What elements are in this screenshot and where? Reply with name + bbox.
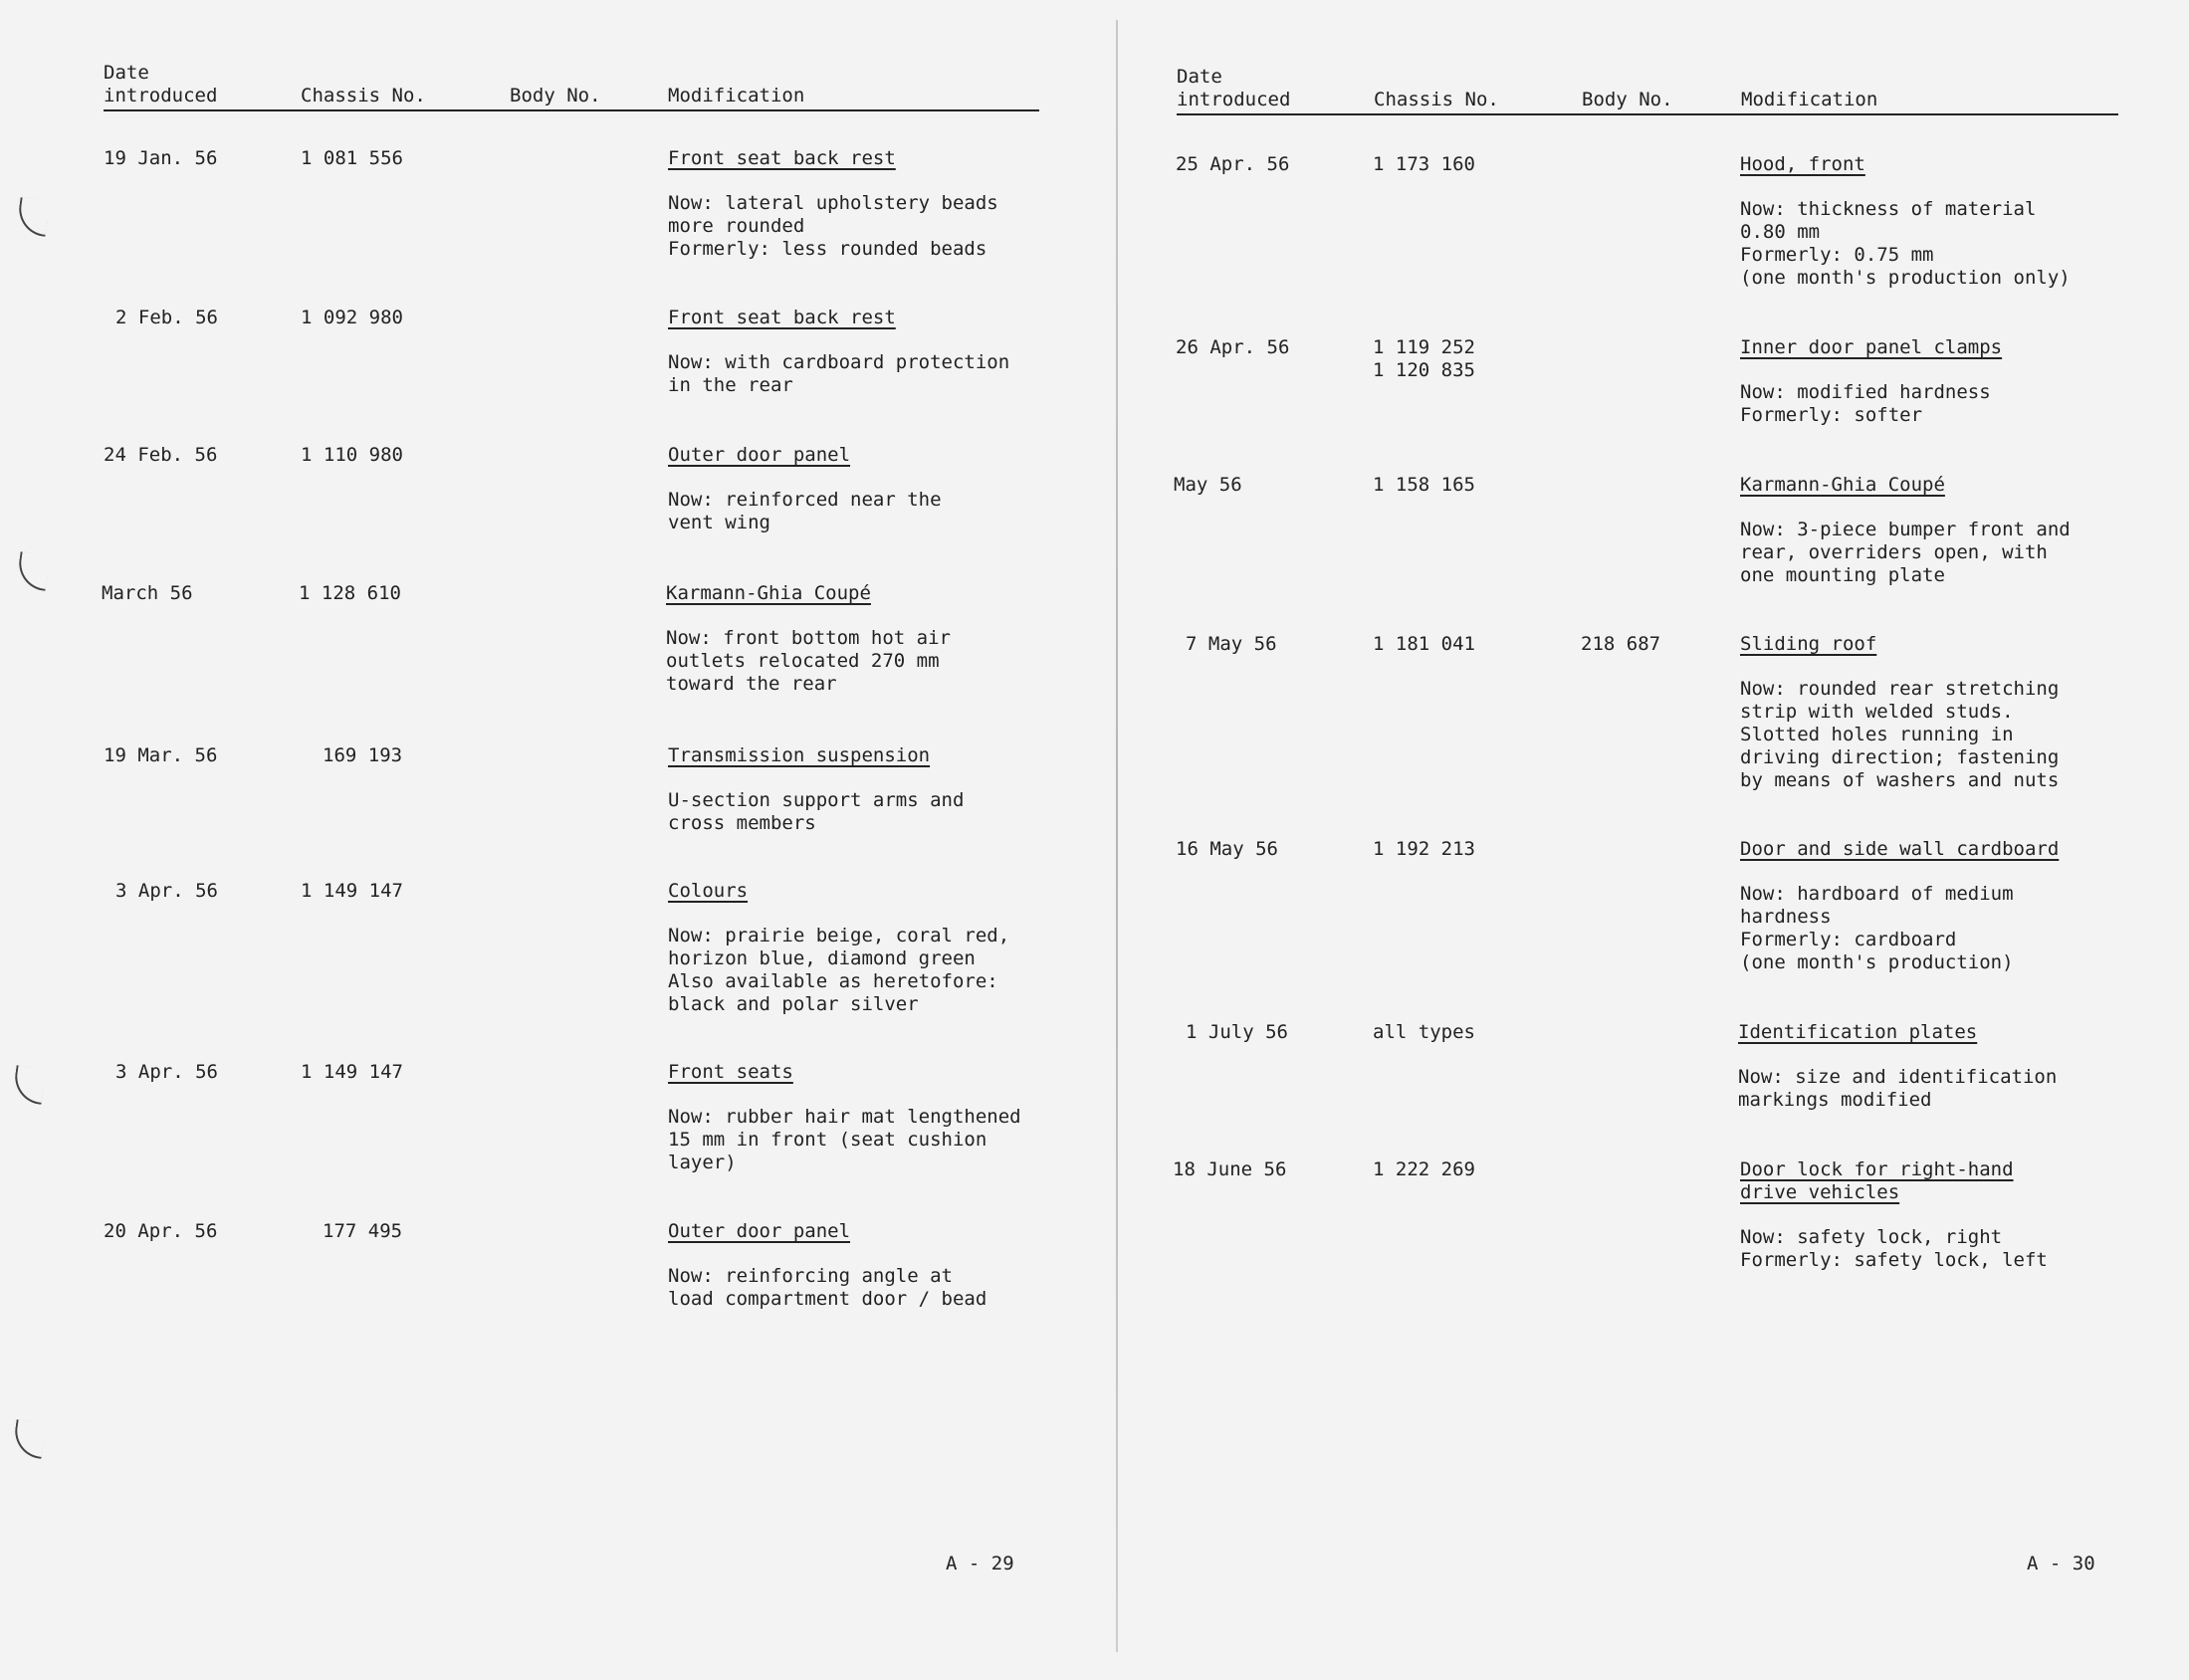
row-modification xyxy=(1740,336,2158,427)
modification-note: Now: rubber hair mat lengthened 15 mm in front (seat cushion layer) xyxy=(668,1106,1021,1173)
row-modification xyxy=(1740,474,2158,587)
row-date: March 56 xyxy=(102,582,193,604)
row-chassis: 169 193 xyxy=(323,744,403,766)
modification-note: Now: modified hardness Formerly: softer xyxy=(1740,381,1991,426)
modification-title: Front seats xyxy=(668,1061,793,1083)
header-rule xyxy=(104,109,1039,111)
modification-note: Now: reinforced near the vent wing xyxy=(668,489,942,533)
row-chassis: 1 092 980 xyxy=(301,307,403,328)
row-modification xyxy=(1740,633,2158,792)
page-gutter xyxy=(1116,20,1118,1652)
row-date: 19 Mar. 56 xyxy=(104,744,218,766)
modification-note: Now: front bottom hot air outlets relocated 270 mm toward the rear xyxy=(666,627,951,695)
row-date: 16 May 56 xyxy=(1176,838,1278,860)
modification-title: Outer door panel xyxy=(668,1220,851,1242)
header-rule xyxy=(1177,113,2118,115)
modification-title: Front seat back rest xyxy=(668,307,896,328)
row-modification xyxy=(668,1061,1086,1174)
row-date: 26 Apr. 56 xyxy=(1176,336,1290,358)
modification-title: Colours xyxy=(668,880,749,902)
row-date: 19 Jan. 56 xyxy=(104,147,218,169)
row-date: May 56 xyxy=(1174,474,1242,496)
row-modification xyxy=(1740,153,2158,290)
row-modification xyxy=(1740,838,2158,974)
row-chassis: 1 119 252 1 120 835 xyxy=(1373,336,1475,381)
modification-note: Now: hardboard of medium hardness Formerly: cardboard (one month's production) xyxy=(1740,883,2014,973)
row-date: 24 Feb. 56 xyxy=(104,444,218,466)
row-chassis: 1 149 147 xyxy=(301,1061,403,1083)
row-modification xyxy=(668,147,1086,261)
modification-note: Now: lateral upholstery beads more rounded Formerly: less rounded beads xyxy=(668,192,998,260)
row-modification xyxy=(668,880,1086,1016)
row-date: 3 Apr. 56 xyxy=(115,880,218,902)
row-modification xyxy=(668,1220,1086,1311)
modification-title: Outer door panel xyxy=(668,444,851,466)
modification-note: Now: thickness of material 0.80 mm Formerly: 0.75 mm (one month's production only) xyxy=(1740,198,2071,289)
header-chassis: Chassis No. xyxy=(301,85,426,106)
modification-title: Door and side wall cardboard xyxy=(1740,838,2060,860)
modification-title: Sliding roof xyxy=(1740,633,1877,655)
header-date: Date introduced xyxy=(1177,66,1291,110)
row-chassis: 1 128 610 xyxy=(299,582,401,604)
page-number: A - 30 xyxy=(2027,1553,2095,1575)
table-header xyxy=(1177,60,2118,115)
modification-note: Now: size and identification markings modified xyxy=(1738,1066,2058,1111)
header-date: Date introduced xyxy=(104,62,218,106)
page-number: A - 29 xyxy=(946,1553,1014,1575)
row-modification xyxy=(668,744,1086,835)
row-chassis: 1 181 041 xyxy=(1373,633,1475,655)
page-right xyxy=(1119,0,2189,1680)
row-chassis: 1 149 147 xyxy=(301,880,403,902)
row-chassis: 1 173 160 xyxy=(1373,153,1475,175)
row-date: 20 Apr. 56 xyxy=(104,1220,218,1242)
row-chassis: 1 192 213 xyxy=(1373,838,1475,860)
row-chassis: 177 495 xyxy=(323,1220,403,1242)
row-date: 7 May 56 xyxy=(1186,633,1277,655)
row-date: 1 July 56 xyxy=(1186,1021,1288,1043)
header-modification: Modification xyxy=(668,85,805,106)
row-chassis: 1 110 980 xyxy=(301,444,403,466)
modification-title: Door lock for right-hand drive vehicles xyxy=(1740,1158,2014,1203)
table-header xyxy=(104,56,1039,111)
modification-title: Identification plates xyxy=(1738,1021,1978,1043)
modification-note: Now: rounded rear stretching strip with welded studs. Slotted holes running in driving direction; fastening by means of washers and nuts xyxy=(1740,678,2060,791)
row-chassis: all types xyxy=(1373,1021,1475,1043)
modification-title: Karmann-Ghia Coupé xyxy=(666,582,871,604)
modification-title: Inner door panel clamps xyxy=(1740,336,2003,358)
row-body: 218 687 xyxy=(1581,633,1661,655)
row-chassis: 1 222 269 xyxy=(1373,1158,1475,1180)
row-chassis: 1 158 165 xyxy=(1373,474,1475,496)
row-date: 2 Feb. 56 xyxy=(115,307,218,328)
row-modification xyxy=(666,582,1084,696)
row-date: 3 Apr. 56 xyxy=(115,1061,218,1083)
modification-title: Karmann-Ghia Coupé xyxy=(1740,474,1945,496)
row-modification xyxy=(1738,1021,2156,1112)
modification-note: Now: 3-piece bumper front and rear, overriders open, with one mounting plate xyxy=(1740,519,2071,586)
row-date: 18 June 56 xyxy=(1173,1158,1287,1180)
header-body: Body No. xyxy=(510,85,601,106)
modification-note: Now: prairie beige, coral red, horizon blue, diamond green Also available as heretofore: black and polar silver xyxy=(668,925,1010,1015)
modification-note: Now: reinforcing angle at load compartment door / bead xyxy=(668,1265,987,1310)
modification-note: Now: with cardboard protection in the rear xyxy=(668,351,1010,396)
modification-note: Now: safety lock, right Formerly: safety lock, left xyxy=(1740,1226,2048,1271)
row-chassis: 1 081 556 xyxy=(301,147,403,169)
row-modification xyxy=(668,444,1086,534)
modification-title: Transmission suspension xyxy=(668,744,931,766)
header-chassis: Chassis No. xyxy=(1374,89,1499,110)
row-modification xyxy=(668,307,1086,397)
header-body: Body No. xyxy=(1582,89,1673,110)
header-modification: Modification xyxy=(1741,89,1878,110)
modification-note: U-section support arms and cross members xyxy=(668,789,965,834)
modification-title: Hood, front xyxy=(1740,153,1865,175)
row-date: 25 Apr. 56 xyxy=(1176,153,1290,175)
row-modification xyxy=(1740,1158,2158,1272)
modification-title: Front seat back rest xyxy=(668,147,896,169)
